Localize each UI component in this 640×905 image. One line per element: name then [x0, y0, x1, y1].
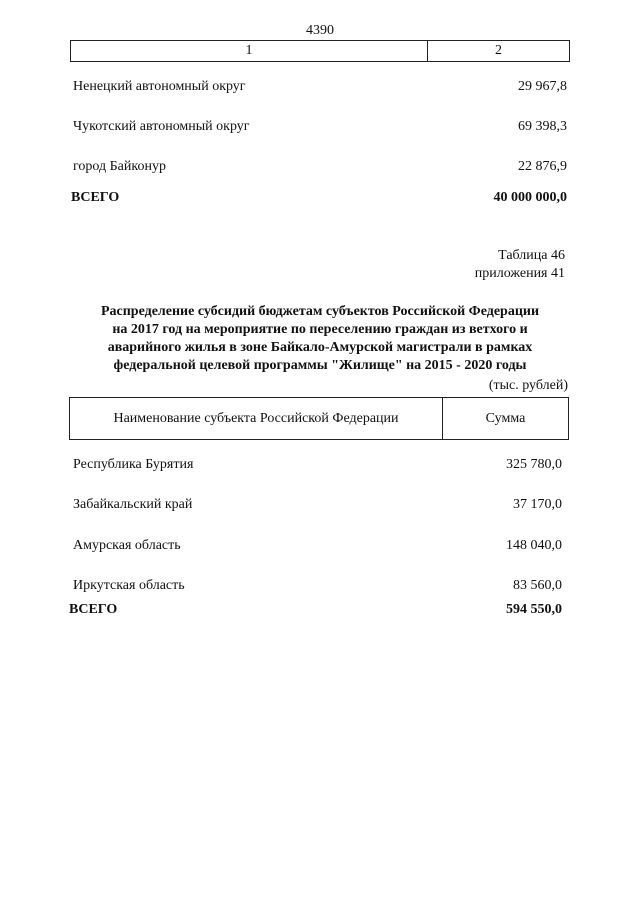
table-row-name: Забайкальский край — [73, 497, 193, 512]
column-1-header: 1 — [71, 41, 428, 61]
title-line: аварийного жилья в зоне Байкало-Амурской магистрали в рамках — [107, 340, 533, 355]
main-table-header — [69, 397, 569, 440]
table-row-name: Амурская область — [73, 538, 181, 553]
table-row-value: 29 967,8 — [518, 79, 567, 94]
table-row-name: город Байконур — [73, 159, 166, 174]
page-number: 4390 — [306, 23, 334, 38]
table-row-value: 69 398,3 — [518, 119, 567, 134]
table-caption-number: Таблица 46 — [498, 248, 565, 263]
table-row-name: Иркутская область — [73, 578, 185, 593]
title-line: на 2017 год на мероприятие по переселению граждан из ветхого и — [112, 322, 528, 337]
table-row-name: Чукотский автономный округ — [73, 119, 250, 134]
table-row-value: 22 876,9 — [518, 159, 567, 174]
table-row-name: Ненецкий автономный округ — [73, 79, 246, 94]
table-row-name: Республика Бурятия — [73, 457, 194, 472]
subject-name-header: Наименование субъекта Российской Федерации — [70, 398, 443, 439]
table-row-value: 325 780,0 — [506, 457, 562, 472]
column-2-header: 2 — [495, 43, 502, 58]
top-table-header — [70, 40, 570, 62]
sum-header: Сумма — [485, 411, 526, 426]
table-row-value: 37 170,0 — [513, 497, 562, 512]
table-title — [0, 303, 640, 375]
total-label: ВСЕГО — [69, 602, 118, 617]
total-label: ВСЕГО — [71, 190, 120, 205]
title-line: Распределение субсидий бюджетам субъектов Российской Федерации — [100, 304, 540, 319]
total-value: 594 550,0 — [506, 602, 562, 617]
table-row-value: 148 040,0 — [506, 538, 562, 553]
units-label: (тыс. рублей) — [488, 378, 568, 393]
table-caption-appendix: приложения 41 — [474, 266, 565, 281]
table-row-value: 83 560,0 — [513, 578, 562, 593]
title-line: федеральной целевой программы "Жилище" на 2015 - 2020 годы — [113, 358, 527, 373]
total-value: 40 000 000,0 — [493, 190, 567, 205]
